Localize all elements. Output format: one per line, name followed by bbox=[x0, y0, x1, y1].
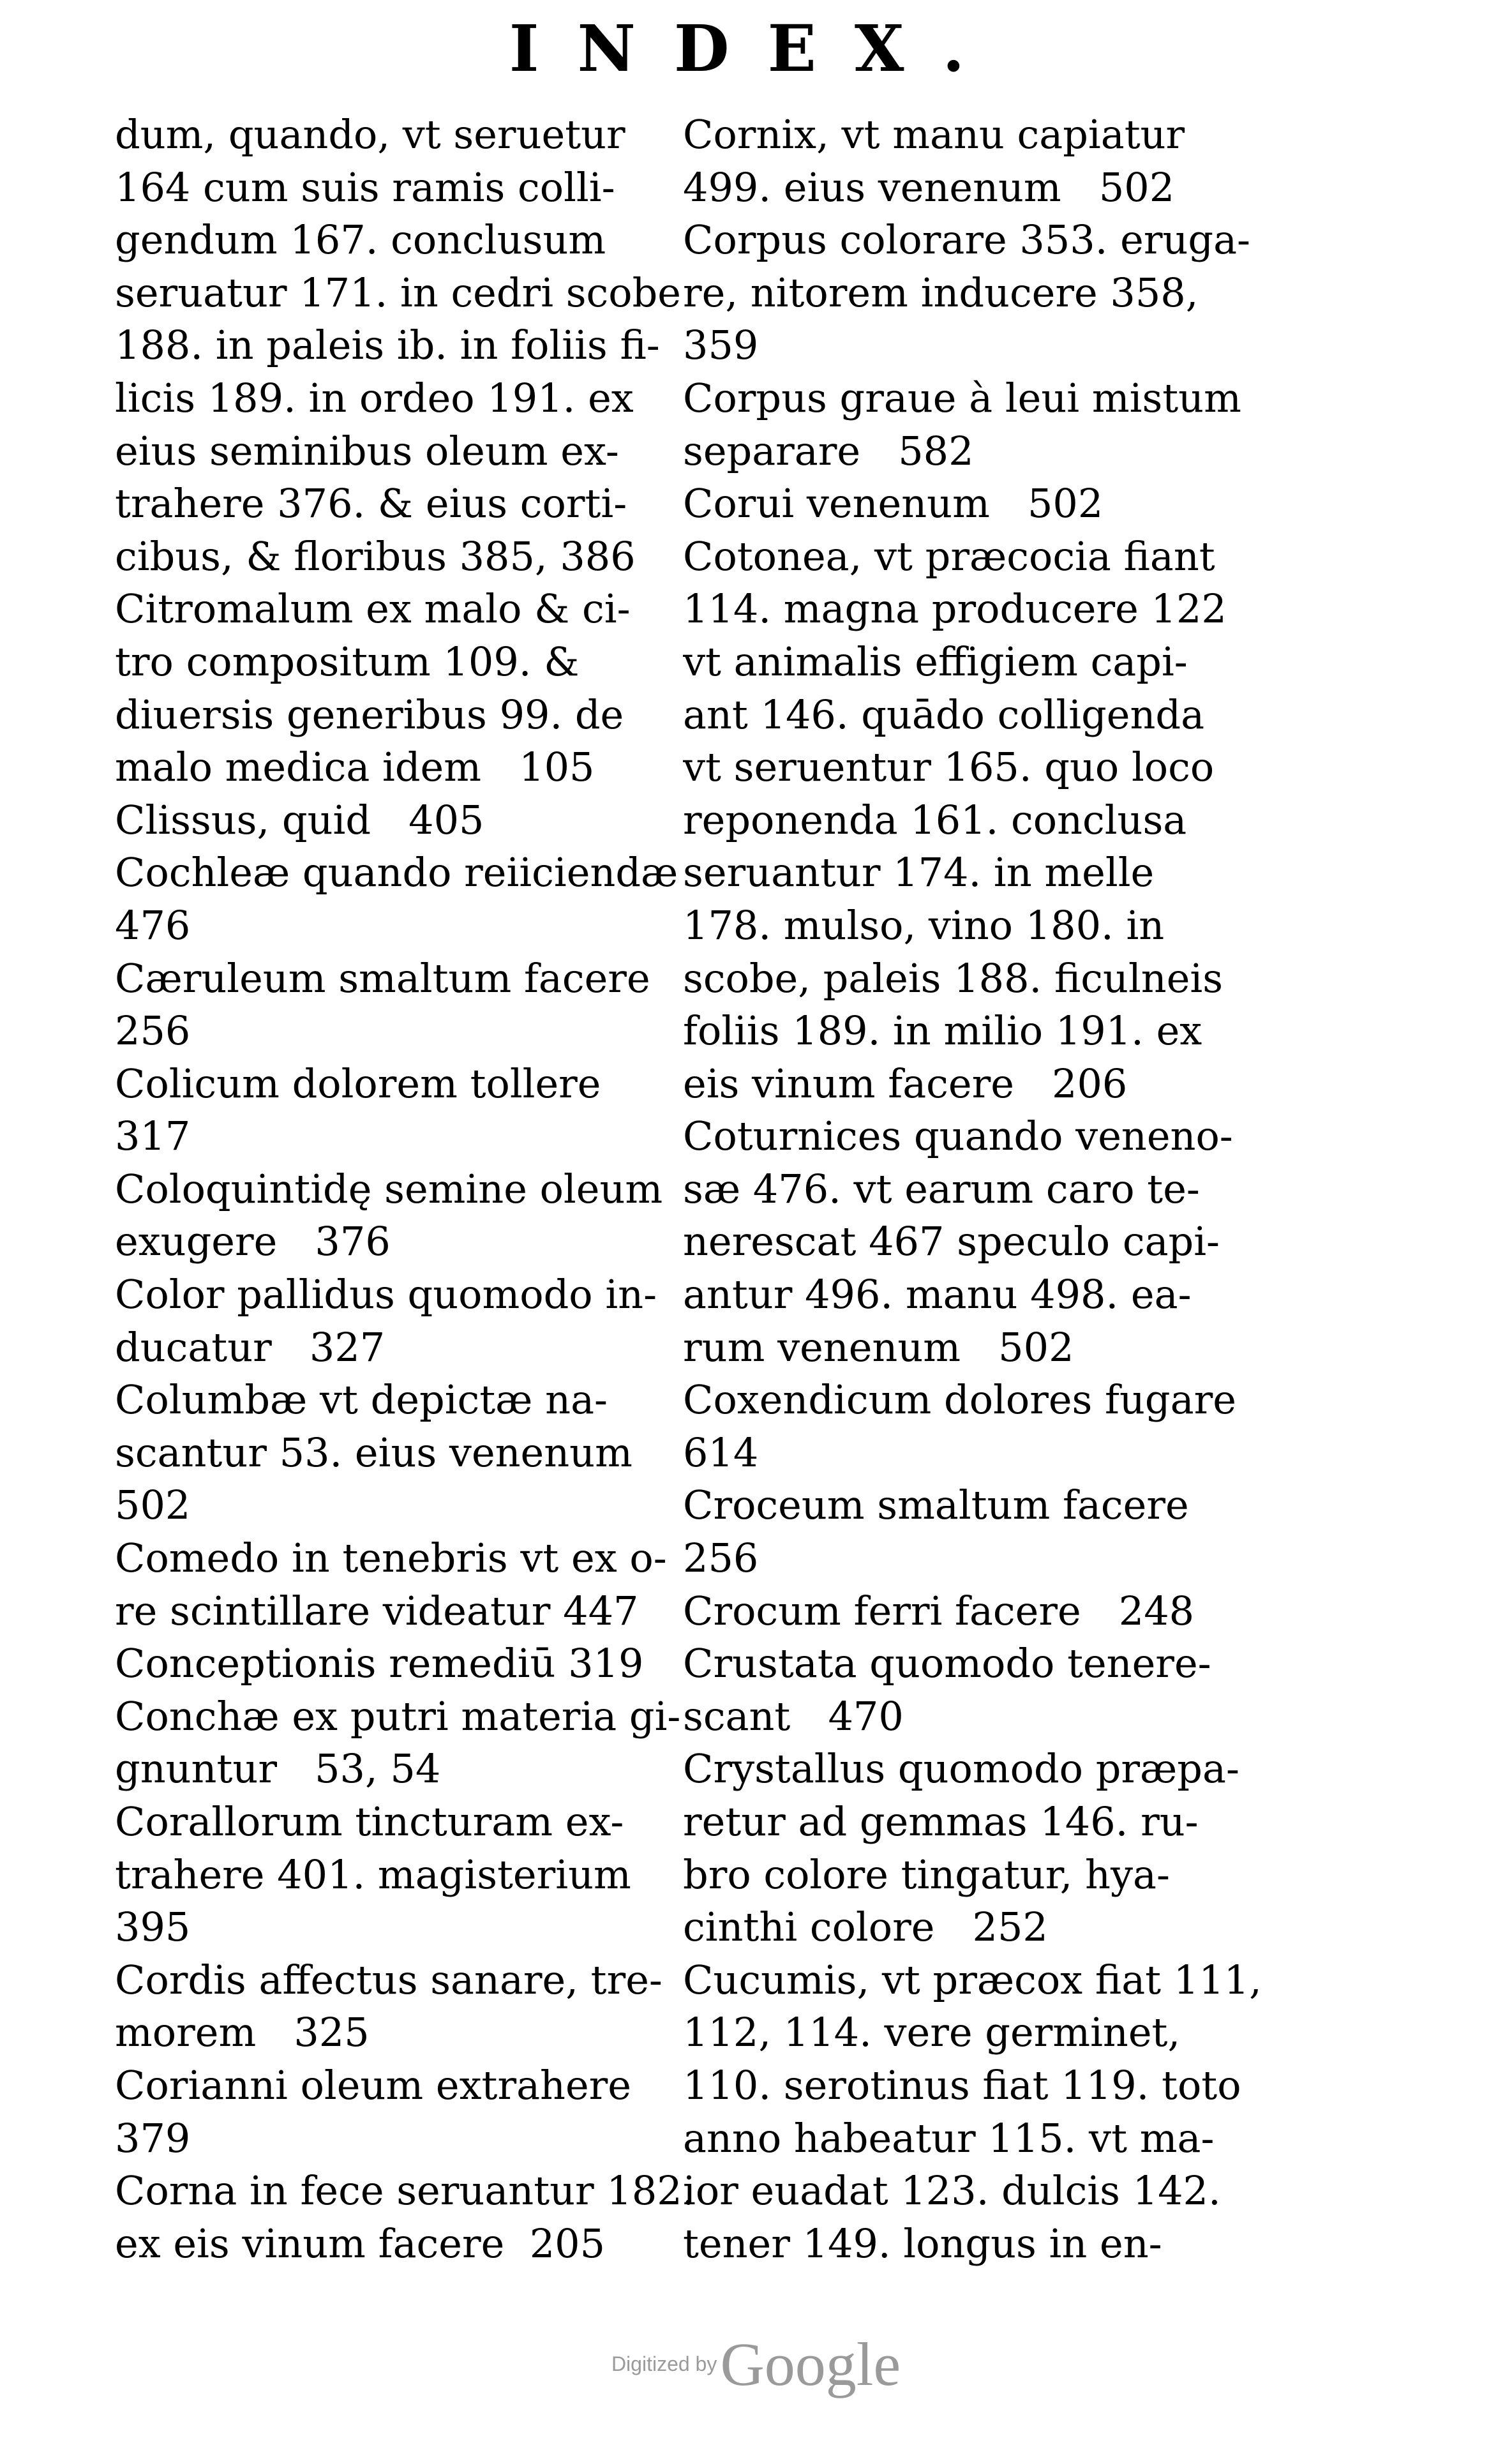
index-line: ior euadat 123. dulcis 142. bbox=[683, 2167, 1221, 2215]
index-line: Conchæ ex putri materia gi- bbox=[115, 1692, 681, 1740]
index-line: 164 cum suis ramis colli- bbox=[115, 163, 615, 211]
index-line: Cordis affectus sanare, tre- bbox=[115, 1956, 662, 2003]
index-line: dum, quando, vt seruetur bbox=[115, 111, 625, 158]
index-line: 502 bbox=[115, 1482, 191, 1529]
index-line: scobe, paleis 188. ficulneis bbox=[683, 954, 1224, 1002]
index-line: malo medica idem 105 bbox=[115, 744, 595, 791]
index-line: eius seminibus oleum ex- bbox=[115, 427, 619, 474]
index-line: Coloquintidę semine oleum bbox=[115, 1165, 663, 1212]
index-line: bro colore tingatur, hya- bbox=[683, 1851, 1170, 1898]
index-line: Cochleæ quando reiiciendæ bbox=[115, 849, 678, 896]
index-line: seruatur 171. in cedri scobe bbox=[115, 269, 681, 316]
watermark-brand: Google bbox=[720, 2330, 901, 2398]
index-line: 317 bbox=[115, 1113, 191, 1160]
index-line: eis vinum facere 206 bbox=[683, 1060, 1128, 1107]
index-line: Corna in fece seruantur 182. bbox=[115, 2167, 695, 2215]
digitization-watermark bbox=[0, 2329, 1512, 2400]
index-line: exugere 376 bbox=[115, 1218, 391, 1265]
index-line: 379 bbox=[115, 2114, 191, 2162]
index-line: gendum 167. conclusum bbox=[115, 216, 606, 264]
index-line: 256 bbox=[683, 1535, 759, 1582]
index-line: morem 325 bbox=[115, 2009, 370, 2056]
index-line: cinthi colore 252 bbox=[683, 1904, 1048, 1951]
index-line: Coxendicum dolores fugare bbox=[683, 1376, 1236, 1424]
index-line: 499. eius venenum 502 bbox=[683, 163, 1175, 211]
index-line: Corallorum tincturam ex- bbox=[115, 1798, 624, 1845]
index-line: reponenda 161. conclusa bbox=[683, 796, 1187, 843]
index-line: 112, 114. vere germinet, bbox=[683, 2009, 1181, 2056]
index-line: Crustata quomodo tenere- bbox=[683, 1640, 1211, 1687]
index-line: separare 582 bbox=[683, 427, 974, 474]
index-column-left bbox=[115, 109, 715, 2270]
index-line: Conceptionis remediū 319 bbox=[115, 1640, 644, 1687]
index-line: foliis 189. in milio 191. ex bbox=[683, 1007, 1202, 1055]
index-line: Corui venenum 502 bbox=[683, 480, 1104, 527]
page-heading: INDEX. bbox=[509, 11, 1003, 86]
index-line: Corpus colorare 353. eruga- bbox=[683, 216, 1251, 264]
index-line: gnuntur 53, 54 bbox=[115, 1745, 441, 1793]
index-line: Croceum smaltum facere bbox=[683, 1482, 1189, 1529]
index-line: Comedo in tenebris vt ex o- bbox=[115, 1535, 667, 1582]
index-line: Clissus, quid 405 bbox=[115, 796, 484, 843]
index-line: 256 bbox=[115, 1007, 191, 1055]
index-line: Crocum ferri facere 248 bbox=[683, 1587, 1195, 1634]
index-line: 359 bbox=[683, 322, 759, 369]
index-line: Colicum dolorem tollere bbox=[115, 1060, 601, 1107]
index-line: Cæruleum smaltum facere bbox=[115, 954, 650, 1002]
index-column-right bbox=[683, 109, 1283, 2270]
index-line: 614 bbox=[683, 1429, 759, 1476]
index-line: re scintillare videatur 447 bbox=[115, 1587, 639, 1634]
index-line: vt seruentur 165. quo loco bbox=[683, 744, 1215, 791]
index-line: vt animalis effigiem capi- bbox=[683, 638, 1188, 685]
index-line: scantur 53. eius venenum bbox=[115, 1429, 632, 1476]
index-line: Cotonea, vt præcocia fiant bbox=[683, 532, 1215, 580]
index-line: Cornix, vt manu capiatur bbox=[683, 111, 1185, 158]
index-line: licis 189. in ordeo 191. ex bbox=[115, 374, 634, 421]
index-line: diuersis generibus 99. de bbox=[115, 691, 624, 738]
index-line: ex eis vinum facere 205 bbox=[115, 2220, 606, 2267]
index-line: trahere 376. & eius corti- bbox=[115, 480, 627, 527]
index-line: scant 470 bbox=[683, 1692, 904, 1740]
index-line: Coturnices quando veneno- bbox=[683, 1113, 1233, 1160]
index-line: Citromalum ex malo & ci- bbox=[115, 585, 631, 633]
index-line: re, nitorem inducere 358, bbox=[683, 269, 1199, 316]
index-line: ducatur 327 bbox=[115, 1323, 385, 1371]
index-line: retur ad gemmas 146. ru- bbox=[683, 1798, 1199, 1845]
index-line: anno habeatur 115. vt ma- bbox=[683, 2114, 1215, 2162]
index-line: Corianni oleum extrahere bbox=[115, 2061, 631, 2109]
index-line: 476 bbox=[115, 901, 191, 949]
index-line: antur 496. manu 498. ea- bbox=[683, 1271, 1192, 1318]
index-line: tro compositum 109. & bbox=[115, 638, 580, 685]
index-line: sæ 476. vt earum caro te- bbox=[683, 1165, 1200, 1212]
index-line: Corpus graue à leui mistum bbox=[683, 374, 1241, 421]
index-line: Color pallidus quomodo in- bbox=[115, 1271, 657, 1318]
index-line: Crystallus quomodo præpa- bbox=[683, 1745, 1239, 1793]
index-line: 178. mulso, vino 180. in bbox=[683, 901, 1165, 949]
index-line: tener 149. longus in en- bbox=[683, 2220, 1162, 2267]
index-line: ant 146. quādo colligenda bbox=[683, 691, 1205, 738]
index-line: seruantur 174. in melle bbox=[683, 849, 1155, 896]
index-line: cibus, & floribus 385, 386 bbox=[115, 532, 636, 580]
index-line: 110. serotinus fiat 119. toto bbox=[683, 2061, 1241, 2109]
index-line: nerescat 467 speculo capi- bbox=[683, 1218, 1220, 1265]
index-line: 395 bbox=[115, 1904, 191, 1951]
index-line: Cucumis, vt præcox fiat 111, bbox=[683, 1956, 1262, 2003]
index-line: 114. magna producere 122 bbox=[683, 585, 1227, 633]
index-line: rum venenum 502 bbox=[683, 1323, 1074, 1371]
watermark-prefix: Digitized by bbox=[611, 2352, 717, 2375]
index-line: 188. in paleis ib. in foliis fi- bbox=[115, 322, 660, 369]
index-line: trahere 401. magisterium bbox=[115, 1851, 631, 1898]
index-line: Columbæ vt depictæ na- bbox=[115, 1376, 608, 1424]
